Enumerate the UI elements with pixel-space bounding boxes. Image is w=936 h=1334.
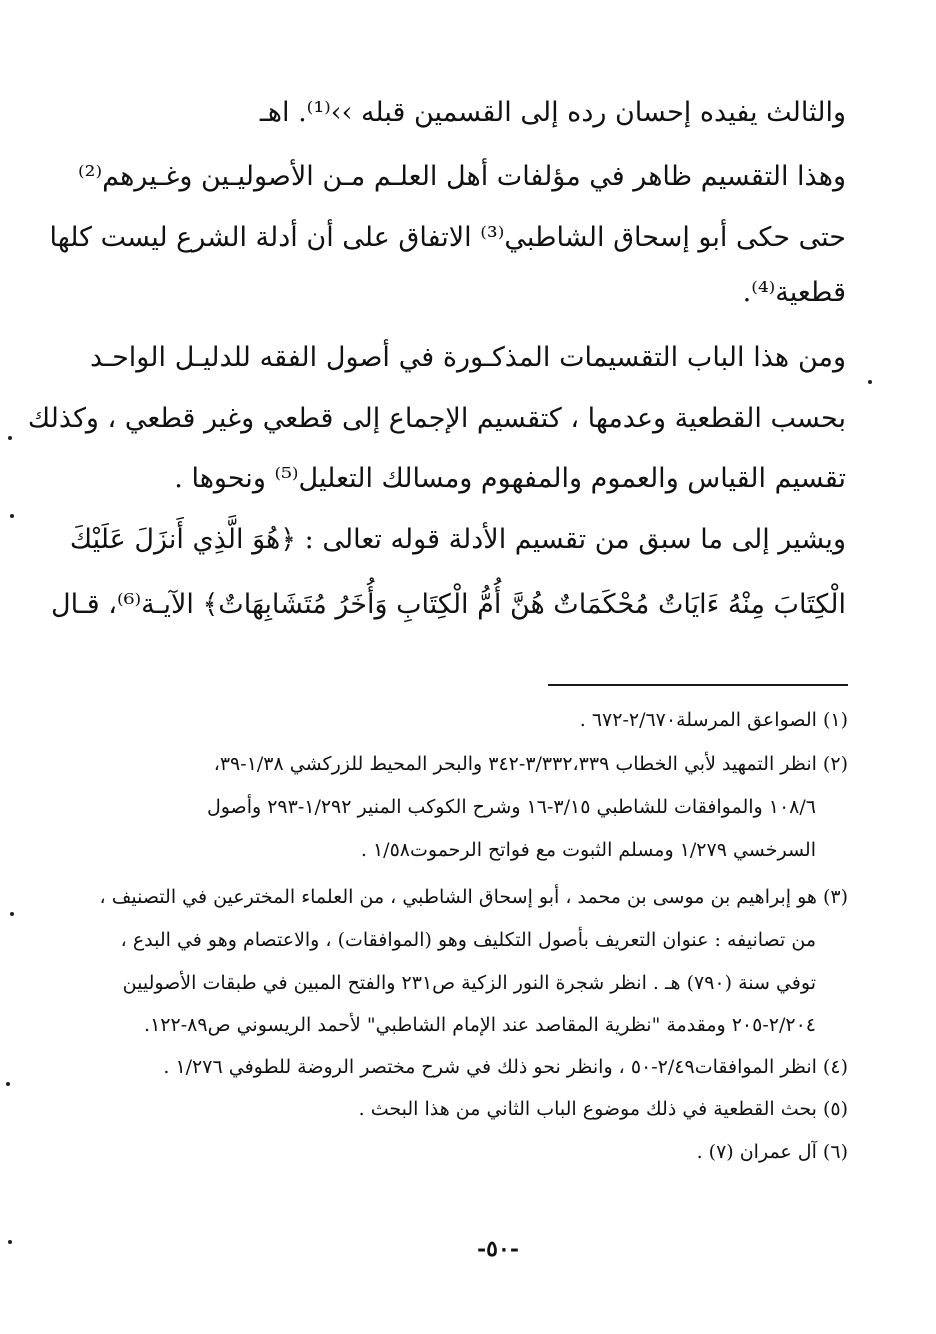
body-line-1: والثالث يفيده إحسان رده إلى القسمين قبله ››⁽¹⁾. اهـ [259, 97, 846, 128]
page-number: -٥٠- [477, 1236, 519, 1262]
scan-speck [6, 1082, 10, 1086]
scan-speck [8, 436, 12, 440]
footnote-4-line-1: (٤) انظر الموافقات٢/٤٩-٥٠ ، وانظر نحو ذلك في شرح مختصر الروضة للطوفي ١/٢٧٦ . [163, 1056, 848, 1078]
footnote-3-line-1: (٣) هو إبراهيم بن موسى بن محمد ، أبو إسحاق الشاطبي ، من العلماء المخترعين في التصنيف ، [99, 886, 848, 908]
scan-speck [10, 514, 14, 518]
footnote-2-line-1: (٢) انظر التمهيد لأبي الخطاب ٣/٣٣٢،٣٣٩-٣٤٢ والبحر المحيط للزركشي ١/٣٨-٣٩، [213, 753, 848, 775]
body-line-4: قطعية⁽⁴⁾. [742, 277, 846, 308]
scan-speck [8, 1240, 12, 1244]
footnote-3-line-4: ٢/٢٠٤-٢٠٥ ومقدمة "نظرية المقاصد عند الإمام الشاطبي" لأحمد الريسوني ص٨٩-١٢٢. [144, 1014, 816, 1036]
body-line-8: ويشير إلى ما سبق من تقسيم الأدلة قوله تعالى : ﴿هُوَ الَّذِي أَنزَلَ عَلَيْكَ [69, 524, 846, 555]
body-line-9: الْكِتَابَ مِنْهُ ءَايَاتٌ مُحْكَمَاتٌ هُنَّ أُمُّ الْكِتَابِ وَأُخَرُ مُتَشَابِهَاتٌ﴾ الآيـة⁽⁶⁾، قـال [51, 589, 846, 620]
footnote-1-line-1: (١) الصواعق المرسلة٢/٦٧٠-٦٧٢ . [579, 709, 848, 731]
scan-speck [10, 912, 14, 916]
footnote-3-line-3: توفي سنة (٧٩٠) هـ . انظر شجرة النور الزكية ص٢٣١ والفتح المبين في طبقات الأصوليين [122, 972, 816, 994]
footnote-5-line-1: (٥) بحث القطعية في ذلك موضوع الباب الثاني من هذا البحث . [358, 1098, 848, 1120]
footnote-6-line-1: (٦) آل عمران (٧) . [696, 1141, 848, 1163]
body-line-7: تقسيم القياس والعموم والمفهوم ومسالك التعليل⁽⁵⁾ ونحوها . [174, 463, 846, 494]
scan-speck [868, 380, 872, 384]
body-line-3: حتى حكى أبو إسحاق الشاطبي⁽³⁾ الاتفاق على أن أدلة الشرع ليست كلها [49, 222, 846, 253]
body-line-2: وهذا التقسيم ظاهر في مؤلفات أهل العلـم مـن الأصوليـين وغـيرهم⁽²⁾ [78, 161, 846, 192]
footnote-2-line-2: ١٠٨/٦ والموافقات للشاطبي ٣/١٥-١٦ وشرح الكوكب المنير ١/٢٩٢-٢٩٣ وأصول [206, 796, 816, 818]
body-line-6: بحسب القطعية وعدمها ، كتقسيم الإجماع إلى قطعي وغير قطعي ، وكذلك [27, 403, 846, 434]
footnote-3-line-2: من تصانيفه : عنوان التعريف بأصول التكليف وهو (الموافقات) ، والاعتصام وهو في البدع ، [120, 929, 816, 951]
footnote-2-line-3: السرخسي ١/٢٧٩ ومسلم الثبوت مع فواتح الرحموت١/٥٨ . [360, 839, 816, 861]
footnote-divider [548, 684, 848, 686]
body-line-5: ومن هذا الباب التقسيمات المذكـورة في أصول الفقه للدليـل الواحـد [90, 342, 846, 373]
